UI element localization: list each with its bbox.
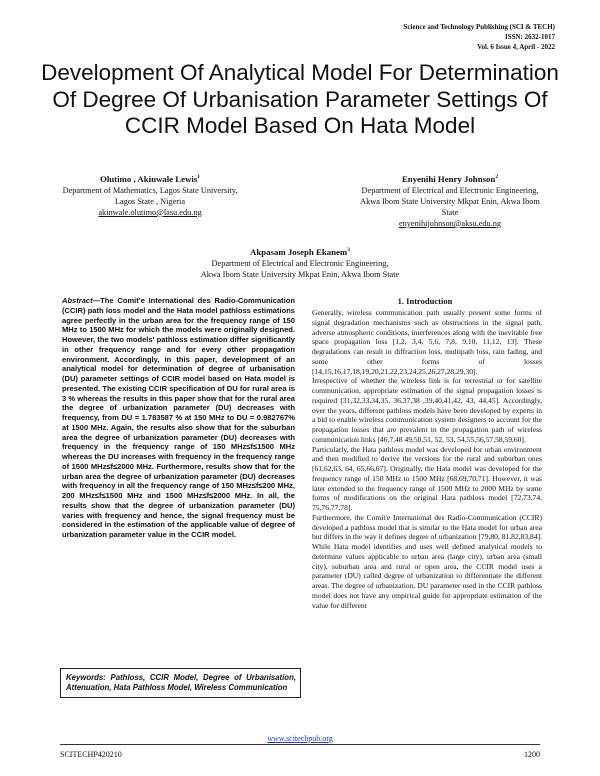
author-affiliation: Department of Electrical and Electronic Engineering, xyxy=(211,258,389,268)
journal-url-link[interactable]: www.scitechpub.org xyxy=(267,734,333,743)
page-number: 1200 xyxy=(524,750,540,759)
issn-line: ISSN: 2632-1017 xyxy=(505,33,555,41)
author-name: Enyenihi Henry Johnson xyxy=(401,173,496,184)
paper-code: SCITECHP420210 xyxy=(60,750,122,759)
introduction-body xyxy=(312,308,542,610)
author-affiliation: Akwa Ibom State University Mkpat Enin, Akwa Ibom State xyxy=(360,196,540,217)
author-sup: 3 xyxy=(347,247,351,253)
paragraph: Irrespective of whether the wireless link is for terrestrial or for satellite communication, appropriate estimation of the signal propagation losses is required [31,32,33,34,35, 36,37,38 ,39,40,41,42, 43, 44,45]. Accordingly, over the years, different pathloss models have been developed by experts in a bid to enable wireless communication system designers to account for the propagation losses that are prevalent in the propagation path of wireless communication links [46,7,48 49,50,51, 52, 53, 54,55,56,57,58,59,60]. xyxy=(312,376,542,444)
abstract-text: —The Comit'e International des Radio-Communication (CCIR) path loss model and the Hata model pathloss estimations agree perfectly in the urban area for the frequency range of 150 MHz to 1500 MHz for which the models were originally designed. However, the two models' pathloss estimation differ significantly in other frequency range and for every other propagation environment. Accordingly, in this paper, development of an analytical model for determination of degree of urbanisation (DU) parameter settings of CCIR model based on Hata model is presented. The existing CCIR specification of DU for rural area is 3 % whereas the results in this paper show that for the rural area the degree of urbanization parameter (DU) decreases with frequency, from DU = 1.783587 % at 150 MHz to DU = 0.982767% at 1500 MHz. Again, the results also show that for the suburban area the degree of urbanization parameter (DU) decreases with frequency in the frequency range of 150 MHz≤f≤1500 MHz whereas the DU increases with frequency in the frequency range of 1500 MHz≤f≤2000 MHz. Furthermore, results show that for the urban area the degree of urbanization parameter (DU) decreases with frequency in all the frequency range of 150 MHz≤f≤200 MHz, 200 MHz≤f≤1500 MHz and 1500 MHz≤f≤2000 MHz. In all, the results show that the degree of urbanization parameter (DU) varies with frequency and hence, the signal frequency must be considered in the estimation of the applicable value of degree of urbanization parameter value in the CCIR model. xyxy=(62,296,295,539)
section-heading-introduction: 1. Introduction xyxy=(397,296,453,306)
volume-line: Vol. 6 Issue 4, April - 2022 xyxy=(477,43,555,51)
author-affiliation: Lagos State , Nigeria xyxy=(114,196,186,206)
author-block-3 xyxy=(130,245,470,280)
author-sup: 1 xyxy=(197,174,200,180)
abstract xyxy=(62,296,295,540)
publisher-line: Science and Technology Publishing (SCI & TECH) xyxy=(403,23,555,31)
author-block-2 xyxy=(300,172,600,229)
keywords-box: Keywords: Pathloss, CCIR Model, Degree of Urbanisation, Attenuation, Hata Pathloss Model, Wireless Communication xyxy=(60,668,301,698)
author-affiliation: Akwa Ibom State University Mkpat Enin, Akwa Ibom State xyxy=(200,269,400,279)
author-sup: 2 xyxy=(495,174,499,180)
paper-title: Development Of Analytical Model For Determination Of Degree Of Urbanisation Parameter Settings Of CCIR Model Based On Hata Model xyxy=(41,60,559,138)
author-block-1 xyxy=(10,172,290,218)
author-affiliation: Department of Electrical and Electronic Engineering, xyxy=(361,185,539,195)
author-name: Olutimo , Akinwale Lewis xyxy=(99,173,198,184)
author-email[interactable]: enyenihijohnson@aksu.edu.ng xyxy=(398,218,502,228)
journal-header xyxy=(403,22,555,52)
paragraph: Generally, wireless communication path usually present some forms of signal degradation mechanisms such as obstructions in the signal path, adverse atmospheric conditions, interferences along with the inevitable free space propagation loss [1,2, 3,4, 5,6, 7,8, 9,10, 11,12, 13]. These degradations can result in diffraction loss, multipath loss, rain fading, and some other forms of losses [14,15,16,17,18,19,20,21,22,23,24,25,26,27,28,29,30]. xyxy=(312,308,542,376)
author-affiliation: Department of Mathematics, Lagos State University, xyxy=(62,185,238,195)
abstract-label: Abstract xyxy=(62,296,93,305)
author-name: Akpasam Joseph Ekanem xyxy=(249,246,348,257)
footer-divider xyxy=(60,744,540,745)
paragraph: Furthermore, the Comit'e International des Radio-Communication (CCIR) developed a pathloss model that is similar to the Hata model for urban area but differs in the way it defines degree of urbanization [79,80, 81,82,83,84]. While Hata model identifies and uses well defined analytical models to determine values applicable to urban area (large city), urban area (small city), suburban area and rural or open area, the CCIR model uses a parameter (DU) called degree of urbanization to differentiate the different areas. The degree of urbanization, DU parameter used in the CCIR pathloss model does not have any empirical guide for appropriate estimation of the value for different xyxy=(312,512,542,610)
author-email[interactable]: akinwale.olutimo@lasu.edu.ng xyxy=(98,207,202,217)
paragraph: Particularly, the Hata pathloss model was developed for urban environment and then modified to derive the versions for the rural and suburban ones [61,62,63, 64, 65,66,67]. Originally, the Hata model was developed for the frequency range of 150 MHz to 1500 MHz [68,69,70,71]. However, it was later extended to the frequency range of 1500 MHz to 2000 MHz by some forms of modifications on the original Hata pathloss model [72,73,74, 75,76,77,78]. xyxy=(312,444,542,512)
